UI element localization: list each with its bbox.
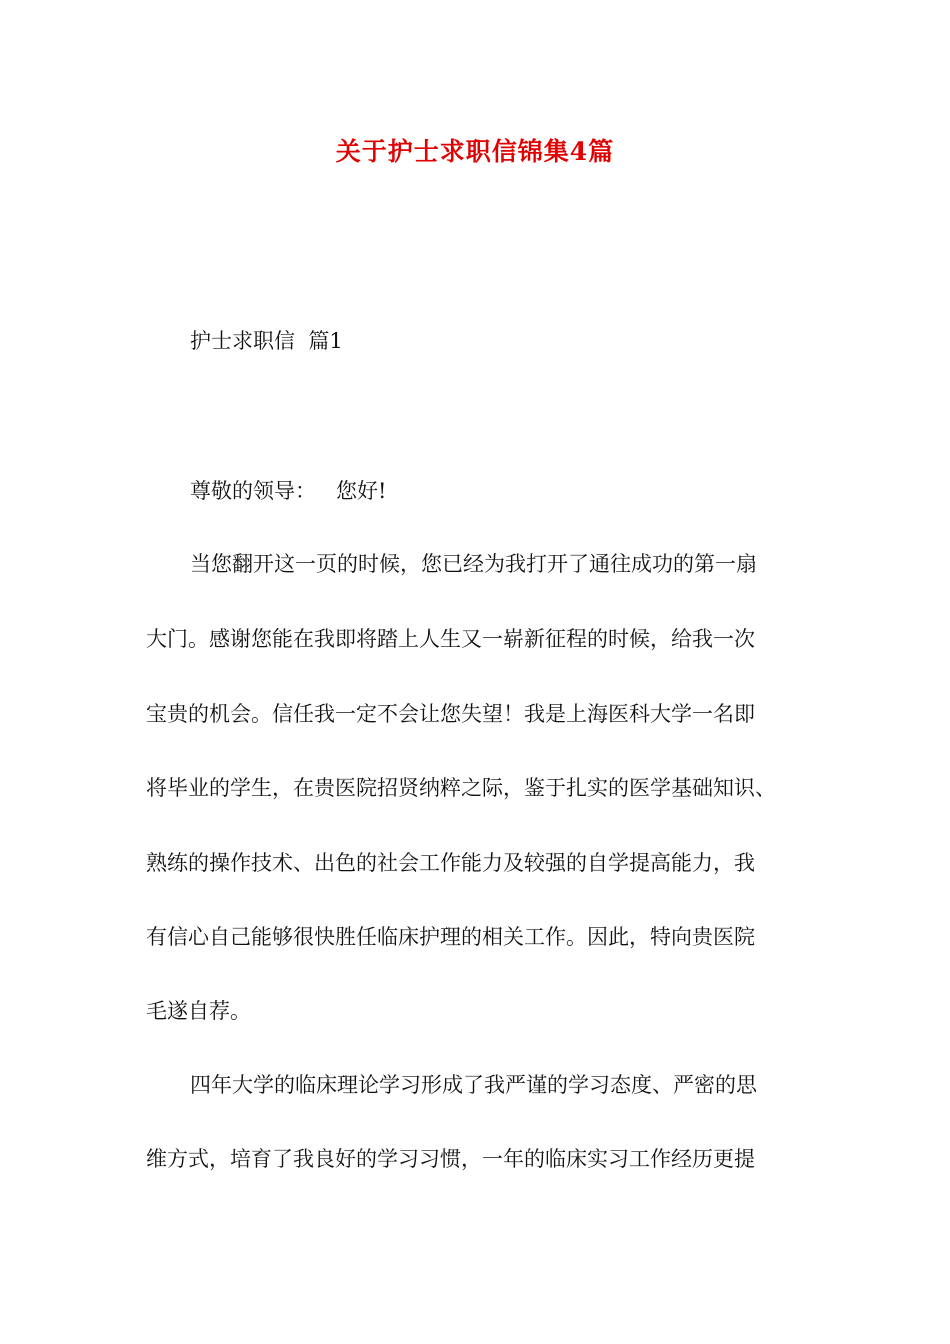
paragraph-line: 大门。感谢您能在我即将踏上人生又一崭新征程的时候，给我一次 xyxy=(146,627,755,651)
paragraph-line: 维方式，培育了我良好的学习习惯，一年的临床实习工作经历更提 xyxy=(146,1147,755,1171)
document-title: 关于护士求职信锦集4篇 xyxy=(335,137,615,166)
paragraph-line: 宝贵的机会。信任我一定不会让您失望！我是上海医科大学一名即 xyxy=(146,702,755,726)
paragraph-line: 有信心自己能够很快胜任临床护理的相关工作。因此，特向贵医院 xyxy=(146,925,755,949)
paragraph-line: 熟练的操作技术、出色的社会工作能力及较强的自学提高能力，我 xyxy=(146,851,755,875)
paragraph-line: 当您翻开这一页的时候，您已经为我打开了通往成功的第一扇 xyxy=(190,552,757,576)
paragraph-line: 四年大学的临床理论学习形成了我严谨的学习态度、严密的思 xyxy=(190,1073,757,1097)
paragraph-line: 将毕业的学生，在贵医院招贤纳粹之际，鉴于扎实的医学基础知识、 xyxy=(146,776,776,800)
section-heading: 护士求职信 篇1 xyxy=(190,329,343,353)
paragraph-line: 毛遂自荐。 xyxy=(146,999,251,1023)
salutation: 尊敬的领导： 您好! xyxy=(190,479,387,503)
